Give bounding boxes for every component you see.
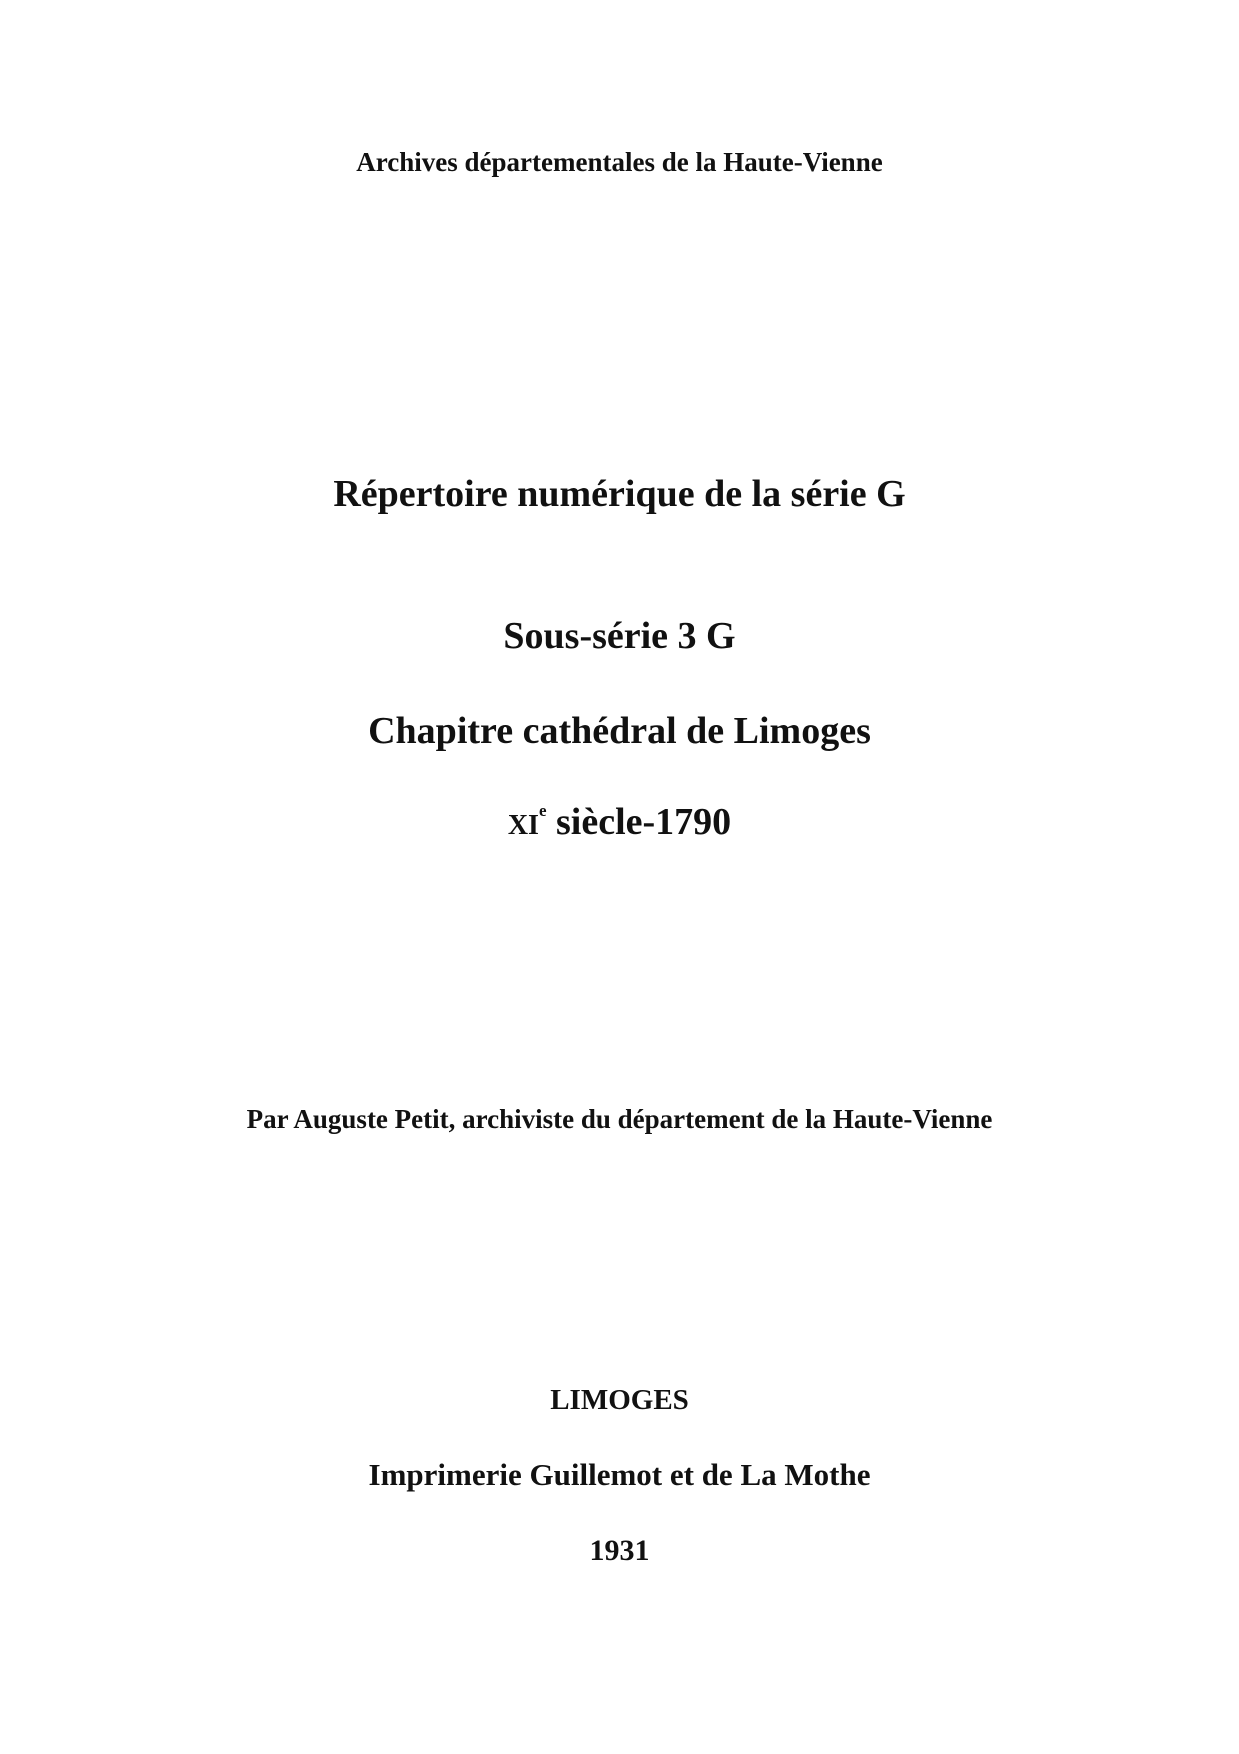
date-range-rest: siècle-1790 [546, 801, 732, 843]
imprint-year: 1931 [589, 1534, 650, 1567]
century-roman: XI [507, 810, 539, 841]
date-range [0, 803, 1239, 841]
author-line: Par Auguste Petit, archiviste du département de la Haute-Vienne [246, 1104, 993, 1134]
institution-header: Archives départementales de la Haute-Vienne [356, 147, 883, 177]
sous-serie-title: Sous-série 3 G [503, 615, 736, 657]
repertoire-title: Répertoire numérique de la série G [333, 473, 906, 515]
chapitre-title: Chapitre cathédral de Limoges [368, 710, 871, 752]
imprint-printer: Imprimerie Guillemot et de La Mothe [368, 1457, 871, 1492]
century-suffix: e [538, 801, 547, 820]
imprint-city: LIMOGES [550, 1384, 689, 1416]
